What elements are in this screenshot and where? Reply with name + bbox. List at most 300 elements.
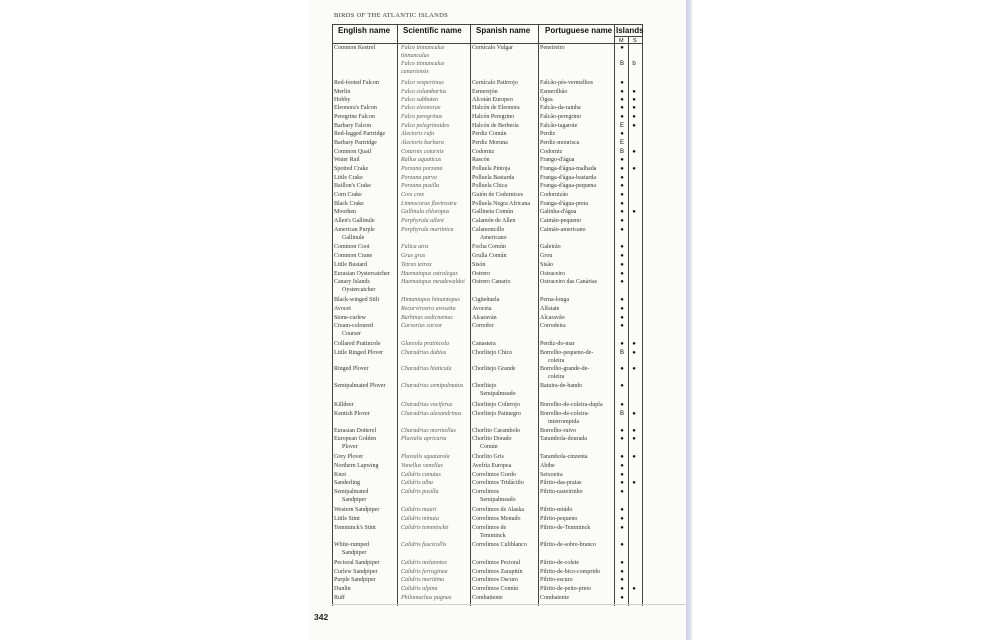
cell-es [472, 595, 538, 603]
cell-line: Semipalmated [334, 489, 369, 495]
cell-line: Correlimos Zarapitín [472, 569, 523, 575]
island-m-mark: E [619, 123, 624, 129]
cell-line: Falco vespertinus [401, 80, 444, 86]
cell-es [472, 105, 538, 113]
cell-line: Corredor [472, 323, 494, 329]
cell-en [334, 595, 394, 603]
cell-es [472, 454, 538, 462]
cell-en [334, 402, 394, 410]
cell-es [472, 123, 538, 131]
cell-line: Abibe [540, 463, 555, 469]
footer-rule [332, 604, 686, 605]
cell-line: Eurasian Oystercatcher [334, 271, 390, 277]
cell-pt [540, 80, 612, 88]
cell-line: Water Rail [334, 157, 360, 163]
cell-es [472, 244, 538, 252]
cell-line: Correlimos Culiblanco [472, 542, 527, 548]
cell-sci [401, 489, 471, 497]
cell-line: Baillon's Crake [334, 183, 371, 189]
island-m-mark: ● [620, 45, 624, 51]
cell-en [334, 315, 394, 323]
cell-en [334, 279, 394, 294]
island-m-mark: ● [620, 489, 624, 495]
page-edge [686, 0, 692, 640]
island-m-mark: ● [620, 341, 624, 347]
cell-sci [401, 297, 471, 305]
cell-en [334, 149, 394, 157]
species-table-body [308, 0, 686, 640]
cell-en [334, 525, 394, 533]
cell-line: White-rumped [334, 542, 369, 548]
cell-line: Black Crake [334, 201, 364, 207]
cell-sci [401, 175, 471, 183]
cell-pt [540, 45, 612, 53]
island-s-mark: ● [632, 480, 636, 486]
cell-line: Cream-coloured [334, 323, 373, 329]
cell-en [334, 516, 394, 524]
cell-line: Borrelho-de-coleira-dupla [540, 402, 603, 408]
cell-en [334, 244, 394, 252]
cell-line: Common Quail [334, 149, 372, 155]
cell-line: Corn Crake [334, 192, 362, 198]
cell-line: Codorniz [540, 149, 563, 155]
cell-en [334, 201, 394, 209]
cell-en [334, 569, 394, 577]
cell-pt [540, 489, 612, 497]
cell-line: Falcão-da-rainha [540, 105, 581, 111]
cell-en [334, 192, 394, 200]
cell-line: Charadrius alexandrinus [401, 411, 462, 417]
cell-line: Hobby [334, 97, 351, 103]
cell-es [472, 306, 538, 314]
cell-line: Halcón Peregrino [472, 114, 515, 120]
header-scientific: Scientific name [403, 26, 462, 35]
cell-en [334, 123, 394, 131]
cell-line: Borrelho-de-coleira- [540, 411, 590, 417]
cell-line: Grou [540, 253, 553, 259]
cell-es [472, 411, 538, 419]
island-s-mark: ● [632, 105, 636, 111]
cell-line: Pilrito-miúdo [540, 507, 573, 513]
cell-line: coleira [548, 357, 565, 364]
cell-es [472, 209, 538, 217]
cell-sci [401, 123, 471, 131]
cell-line: Falco pelegrinoides [401, 123, 450, 129]
cell-en [334, 542, 394, 557]
island-s-mark: ● [632, 411, 636, 417]
cell-pt [540, 227, 612, 235]
header-english: English name [338, 26, 391, 35]
island-m-mark: B [619, 350, 624, 356]
cell-sci [401, 323, 471, 331]
cell-line: Ostrero Canario [472, 279, 511, 285]
island-m-mark: ● [620, 105, 624, 111]
cell-line: Porphyrula alleni [401, 218, 444, 224]
cell-line: Barbary Partridge [334, 140, 377, 146]
cell-es [472, 271, 538, 279]
cell-sci [401, 201, 471, 209]
cell-line: Chorlitejo [472, 383, 497, 389]
cell-es [472, 560, 538, 568]
cell-en [334, 560, 394, 568]
cell-line: Polluela Chica [472, 183, 508, 189]
cell-line: Pluvialis squatarola [401, 454, 450, 460]
cell-sci [401, 315, 471, 323]
cell-line: Sisão [540, 262, 554, 268]
cell-pt [540, 577, 612, 585]
cell-line: Calidris alba [401, 480, 433, 486]
cell-sci [401, 472, 471, 480]
book-page [308, 0, 686, 640]
island-m-mark: ● [620, 428, 624, 434]
cell-sci [401, 61, 471, 76]
cell-line: Eleonora's Falcon [334, 105, 377, 111]
island-m-mark: ● [620, 157, 624, 163]
cell-es [472, 149, 538, 157]
cell-line: Falco subbuteo [401, 97, 439, 103]
cell-en [334, 140, 394, 148]
cell-en [334, 436, 394, 451]
cell-line: Pectoral Sandpiper [334, 560, 380, 566]
cell-en [334, 253, 394, 261]
cell-line: Americano [480, 234, 507, 241]
cell-line: Dunlin [334, 586, 351, 592]
cell-sci [401, 454, 471, 462]
cell-pt [540, 244, 612, 252]
cell-es [472, 472, 538, 480]
cell-line: Sandpiper [342, 549, 367, 556]
island-s-mark: ● [632, 149, 636, 155]
cell-es [472, 463, 538, 471]
cell-pt [540, 560, 612, 568]
cell-line: Esmerilhão [540, 89, 568, 95]
cell-es [472, 297, 538, 305]
cell-line: Red-legged Partridge [334, 131, 386, 137]
cell-en [334, 472, 394, 480]
cell-line: Chorlitejo Chico [472, 350, 513, 356]
cell-line: Frango-d'água [540, 157, 575, 163]
cell-line: Calidris ferruginea [401, 569, 448, 575]
cell-sci [401, 262, 471, 270]
cell-line: Moorhen [334, 209, 356, 215]
cell-pt [540, 480, 612, 488]
island-s-mark: ● [632, 341, 636, 347]
cell-line: Caimão-pequeno [540, 218, 581, 224]
cell-pt [540, 516, 612, 524]
cell-es [472, 586, 538, 594]
cell-sci [401, 149, 471, 157]
cell-pt [540, 428, 612, 436]
cell-line: Common Crane [334, 253, 373, 259]
cell-es [472, 253, 538, 261]
cell-line: Purple Sandpiper [334, 577, 376, 583]
cell-line: Semipalmated Plover [334, 383, 386, 389]
cell-line: Polluela Pintoja [472, 166, 511, 172]
cell-pt [540, 350, 612, 365]
cell-line: Oystercatcher [342, 286, 376, 293]
cell-line: Pilrito-escuro [540, 577, 573, 583]
cell-pt [540, 123, 612, 131]
cell-line: Charadrius morinellus [401, 428, 456, 434]
cell-es [472, 279, 538, 287]
cell-line: Tarambola-cinzenta [540, 454, 588, 460]
cell-sci [401, 436, 471, 444]
cell-en [334, 428, 394, 436]
island-m-mark: ● [620, 114, 624, 120]
cell-es [472, 341, 538, 349]
cell-line: Limnocorax flavirostra [401, 201, 457, 207]
cell-line: Barbary Falcon [334, 123, 372, 129]
cell-pt [540, 411, 612, 426]
cell-line: Perdiz Común [472, 131, 507, 137]
cell-line: Combatiente [472, 595, 503, 601]
cell-line: Pluvialis apricaria [401, 436, 447, 442]
cell-line: Chorlitejo Patinegro [472, 411, 521, 417]
cell-en [334, 271, 394, 279]
cell-en [334, 183, 394, 191]
cell-line: Galeirão [540, 244, 561, 250]
cell-line: Haematopus meadewaldoi [401, 279, 465, 285]
cell-line: Plover [342, 443, 358, 450]
cell-line: Charadrius dubius [401, 350, 447, 356]
cell-en [334, 166, 394, 174]
cell-line: Alcotán Europeo [472, 97, 513, 103]
cell-line: Halcón de Eleonora [472, 105, 520, 111]
cell-line: Franga-d'água-bastarda [540, 175, 597, 181]
cell-pt [540, 402, 612, 410]
cell-line: American Purple [334, 227, 375, 233]
cell-sci [401, 157, 471, 165]
cell-line: Calidris melanotos [401, 560, 447, 566]
cell-sci [401, 383, 471, 391]
cell-sci [401, 183, 471, 191]
cell-sci [401, 402, 471, 410]
island-m-mark: ● [620, 97, 624, 103]
island-m-mark: ● [620, 192, 624, 198]
cell-en [334, 131, 394, 139]
cell-line: Black-winged Stilt [334, 297, 380, 303]
cell-pt [540, 507, 612, 515]
cell-line: Killdeer [334, 402, 354, 408]
cell-line: Chorlito Dorado [472, 436, 512, 442]
island-m-mark: ● [620, 201, 624, 207]
cell-en [334, 480, 394, 488]
cell-line: Sanderling [334, 480, 360, 486]
cell-pt [540, 595, 612, 603]
cell-line: Ostrero [472, 271, 490, 277]
island-m-mark: ● [620, 166, 624, 172]
island-m-mark: ● [620, 323, 624, 329]
cell-pt [540, 271, 612, 279]
cell-sci [401, 80, 471, 88]
cell-line: Combatente [540, 595, 569, 601]
cell-es [472, 114, 538, 122]
cell-line: Semipalmeado [480, 496, 516, 503]
running-title: BIRDS OF THE ATLANTIC ISLANDS [334, 12, 449, 19]
cell-pt [540, 306, 612, 314]
cell-es [472, 383, 538, 398]
cell-line: Correlimos Común [472, 586, 519, 592]
cell-es [472, 183, 538, 191]
cell-line: Curlew Sandpiper [334, 569, 378, 575]
island-s-mark: ● [632, 586, 636, 592]
cell-line: Pilrito-pequeno [540, 516, 578, 522]
cell-line: Codornizão [540, 192, 568, 198]
cell-pt [540, 105, 612, 113]
cell-line: Calidris minuta [401, 516, 439, 522]
cell-line: Porzana pusilla [401, 183, 440, 189]
cell-line: Codorniz [472, 149, 495, 155]
cell-sci [401, 560, 471, 568]
cell-es [472, 366, 538, 374]
island-s-mark: ● [632, 114, 636, 120]
cell-sci [401, 586, 471, 594]
cell-pt [540, 262, 612, 270]
cell-sci [401, 542, 471, 550]
cell-en [334, 454, 394, 462]
cell-sci [401, 366, 471, 374]
cell-pt [540, 114, 612, 122]
cell-pt [540, 569, 612, 577]
cell-en [334, 489, 394, 504]
cell-en [334, 586, 394, 594]
cell-line: Falcão-pés-vermelhos [540, 80, 593, 86]
header-islands: Islands [616, 26, 644, 35]
cell-line: Pilrito-das-praias [540, 480, 582, 486]
cell-line: Himantopus himantopus [401, 297, 460, 303]
island-s-mark: ● [632, 454, 636, 460]
cell-line: Correlimos Oscuro [472, 577, 518, 583]
cell-line: Recurvirostra avosetta [401, 306, 456, 312]
cell-sci [401, 218, 471, 226]
cell-line: Calidris fuscicollis [401, 542, 447, 548]
cell-pt [540, 323, 612, 331]
cell-line: Falco peregrinus [401, 114, 443, 120]
cell-line: Temminck's Stint [334, 525, 376, 531]
cell-line: Gallinule [342, 234, 365, 241]
cell-line: Little Ringed Plover [334, 350, 383, 356]
cell-sci [401, 411, 471, 419]
cell-es [472, 428, 538, 436]
island-m-mark: ● [620, 218, 624, 224]
cell-line: Peregrine Falcon [334, 114, 375, 120]
cell-pt [540, 383, 612, 391]
cell-line: Borrelho-ruivo [540, 428, 576, 434]
cell-en [334, 306, 394, 314]
cell-pt [540, 253, 612, 261]
cell-line: Porphyrula martinica [401, 227, 454, 233]
cell-line: Calamoncillo [472, 227, 505, 233]
island-m-mark: ● [620, 209, 624, 215]
cell-es [472, 192, 538, 200]
cell-pt [540, 315, 612, 323]
island-m-mark: ● [620, 463, 624, 469]
cell-line: Correlimos Gordo [472, 472, 516, 478]
cell-es [472, 507, 538, 515]
island-s-mark: ● [632, 89, 636, 95]
island-s-mark: ● [632, 166, 636, 172]
cell-line: Semipalmeado [480, 390, 516, 397]
cell-line: Calidris alpina [401, 586, 438, 592]
cell-en [334, 411, 394, 419]
cell-line: Borrelho-pequeno-de- [540, 350, 594, 356]
cell-line: Seixoeira [540, 472, 563, 478]
cell-pt [540, 89, 612, 97]
cell-line: Pilrito-de-peito-preto [540, 586, 591, 592]
cell-line: Porzana porzana [401, 166, 443, 172]
island-m-mark: ● [620, 402, 624, 408]
cell-line: Allen's Gallinule [334, 218, 375, 224]
cell-sci [401, 306, 471, 314]
cell-line: Falco columbarius [401, 89, 447, 95]
cell-line: Perdiz-do-mar [540, 341, 575, 347]
cell-line: Stone-curlew [334, 315, 366, 321]
cell-line: Chorlitejo Grande [472, 366, 516, 372]
cell-line: Alcaravão [540, 315, 565, 321]
cell-line: Ostraceiro [540, 271, 565, 277]
island-s-mark: ● [632, 366, 636, 372]
cell-en [334, 463, 394, 471]
cell-en [334, 175, 394, 183]
cell-line: Fulica atra [401, 244, 429, 250]
cell-es [472, 525, 538, 540]
cell-es [472, 323, 538, 331]
cell-sci [401, 114, 471, 122]
cell-line: Halcón de Berbería [472, 123, 519, 129]
cell-pt [540, 454, 612, 462]
cell-es [472, 201, 538, 209]
header-s: S [633, 38, 637, 44]
cell-sci [401, 105, 471, 113]
cell-es [472, 131, 538, 139]
cell-es [472, 175, 538, 183]
cell-es [472, 80, 538, 88]
cell-line: Tarambola-dourada [540, 436, 587, 442]
island-m-mark: ● [620, 542, 624, 548]
cell-line: Alectoris barbara [401, 140, 444, 146]
cell-line: Calidris canutus [401, 472, 441, 478]
cell-line: Polluela Negra Africana [472, 201, 530, 207]
cell-line: Calamón de Allen [472, 218, 516, 224]
cell-line: Porzana parva [401, 175, 437, 181]
cell-line: Falco tinnunculus [401, 45, 445, 51]
cell-line: Temminck [480, 532, 506, 539]
island-m-mark: B [619, 411, 624, 417]
cell-line: Ostraceiro das Canárias [540, 279, 597, 285]
cell-line: Pilrito-de-bico-comprido [540, 569, 600, 575]
island-m-mark: ● [620, 297, 624, 303]
cell-line: Crex crex [401, 192, 425, 198]
cell-line: Caimão-americano [540, 227, 586, 233]
cell-pt [540, 463, 612, 471]
cell-line: Calidris temminckii [401, 525, 449, 531]
cell-pt [540, 157, 612, 165]
cell-line: Collared Pratincole [334, 341, 381, 347]
cell-line: Perdiz Moruna [472, 140, 508, 146]
cell-line: Burhinus oedicnemus [401, 315, 453, 321]
island-m-mark: ● [620, 472, 624, 478]
cell-line: Avoceta [472, 306, 492, 312]
cell-pt [540, 192, 612, 200]
cell-line: Knot [334, 472, 346, 478]
cell-line: canariensis [401, 68, 429, 75]
cell-en [334, 341, 394, 349]
cell-es [472, 577, 538, 585]
island-m-mark: ● [620, 525, 624, 531]
cell-sci [401, 350, 471, 358]
cell-line: Correlimos Pectoral [472, 560, 521, 566]
island-m-mark: ● [620, 595, 624, 601]
